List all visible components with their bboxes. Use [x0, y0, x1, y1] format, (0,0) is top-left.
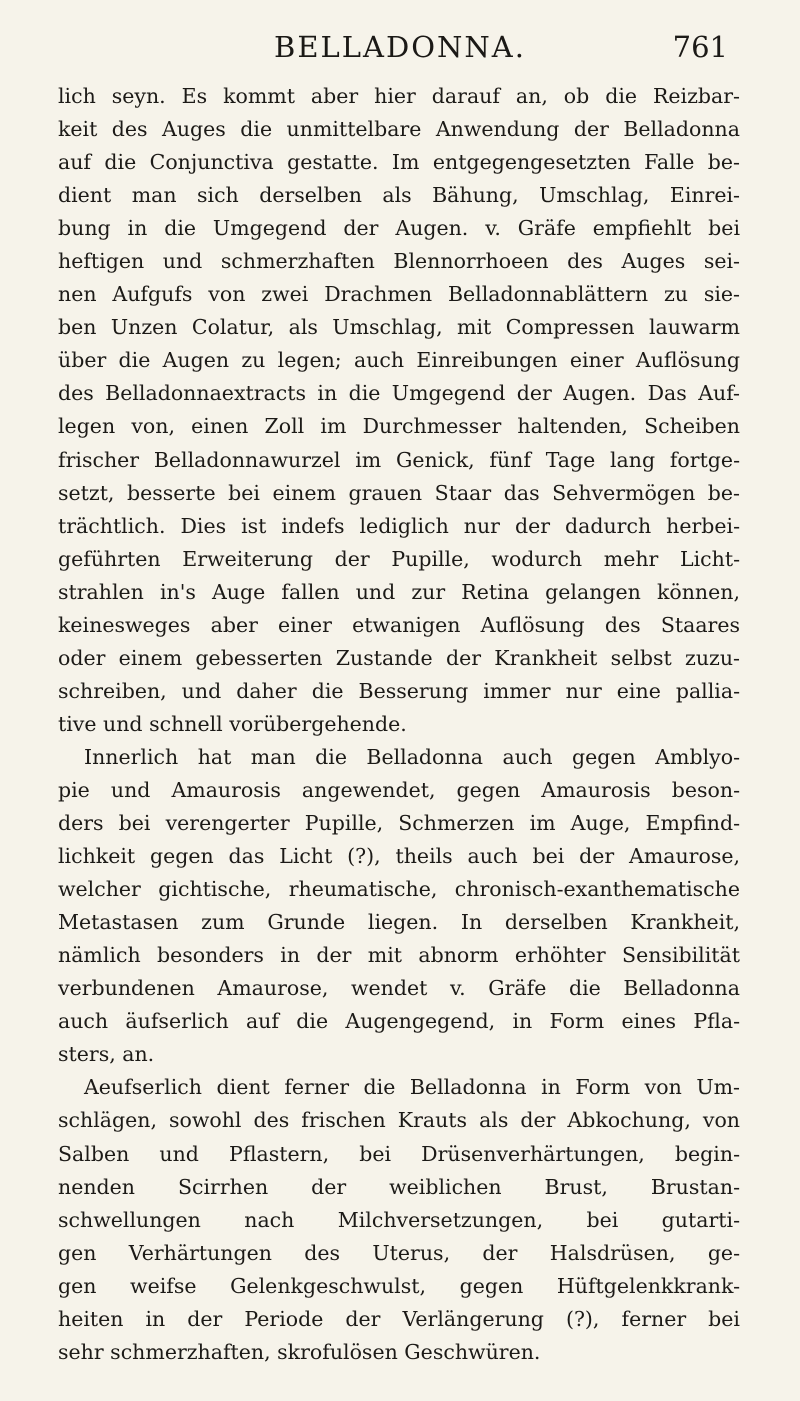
- text-line: strahlen in's Auge fallen und zur Retina gelangen können,: [58, 579, 740, 604]
- text-line: heiten in der Periode der Verlängerung (?), ferner bei: [58, 1306, 740, 1331]
- text-line: trächtlich. Dies ist indefs lediglich nur der dadurch herbei-: [58, 513, 740, 538]
- text-line: tive und schnell vorübergehende.: [58, 711, 407, 736]
- text-line: keit des Auges die unmittelbare Anwendung der Belladonna: [58, 117, 740, 142]
- text-line: setzt, besserte bei einem grauen Staar das Sehvermögen be-: [58, 480, 740, 505]
- text-line: auf die Conjunctiva gestatte. Im entgegengesetzten Falle be-: [58, 150, 740, 175]
- text-line: sehr schmerzhaften, skrofulösen Geschwüren.: [58, 1339, 541, 1364]
- text-line: Aeufserlich dient ferner die Belladonna in Form von Um-: [84, 1075, 740, 1100]
- text-line: des Belladonnaextracts in die Umgegend der Augen. Das Auf-: [58, 381, 740, 406]
- text-line: gen Verhärtungen des Uterus, der Halsdrüsen, ge-: [58, 1240, 740, 1265]
- running-head: BELLADONNA.: [274, 30, 526, 64]
- text-line: sters, an.: [58, 1042, 155, 1067]
- text-line: welcher gichtische, rheumatische, chronisch-exanthematische: [58, 877, 740, 902]
- text-line: bung in die Umgegend der Augen. v. Gräfe empfiehlt bei: [58, 216, 740, 241]
- text-line: schwellungen nach Milchversetzungen, bei gutarti-: [58, 1207, 740, 1232]
- text-line: ben Unzen Colatur, als Umschlag, mit Compressen lauwarm: [58, 315, 740, 340]
- text-line: oder einem gebesserten Zustande der Krankheit selbst zuzu-: [58, 645, 740, 670]
- body-text: [58, 80, 740, 1369]
- text-line: heftigen und schmerzhaften Blennorrhoeen des Auges sei-: [58, 249, 740, 274]
- text-line: über die Augen zu legen; auch Einreibungen einer Auflösung: [58, 348, 740, 373]
- text-line: schreiben, und daher die Besserung immer nur eine pallia-: [58, 678, 740, 703]
- text-line: Metastasen zum Grunde liegen. In derselben Krankheit,: [58, 910, 740, 935]
- text-line: nenden Scirrhen der weiblichen Brust, Brustan-: [58, 1174, 740, 1199]
- text-line: lichkeit gegen das Licht (?), theils auch bei der Amaurose,: [58, 844, 740, 869]
- text-line: Salben und Pflastern, bei Drüsenverhärtungen, begin-: [58, 1141, 740, 1166]
- text-line: lich seyn. Es kommt aber hier darauf an, ob die Reizbar-: [58, 84, 740, 108]
- text-line: keinesweges aber einer etwanigen Auflösung des Staares: [58, 612, 740, 637]
- text-line: Innerlich hat man die Belladonna auch gegen Amblyo-: [84, 744, 740, 769]
- text-line: nen Aufgufs von zwei Drachmen Belladonnablättern zu sie-: [58, 282, 740, 307]
- text-line: gen weifse Gelenkgeschwulst, gegen Hüftgelenkkrank-: [58, 1273, 740, 1298]
- text-line: legen von, einen Zoll im Durchmesser haltenden, Scheiben: [58, 414, 740, 439]
- page-number: 761: [672, 30, 728, 64]
- text-line: schlägen, sowohl des frischen Krauts als der Abkochung, von: [58, 1108, 740, 1133]
- text-line: geführten Erweiterung der Pupille, wodurch mehr Licht-: [58, 546, 740, 571]
- text-line: dient man sich derselben als Bähung, Umschlag, Einrei-: [58, 183, 740, 208]
- text-line: frischer Belladonnawurzel im Genick, fünf Tage lang fortge-: [58, 447, 740, 472]
- text-line: auch äufserlich auf die Augengegend, in Form eines Pfla-: [58, 1009, 740, 1034]
- page-header: [0, 22, 800, 62]
- text-line: verbundenen Amaurose, wendet v. Gräfe die Belladonna: [58, 976, 740, 1001]
- text-line: ders bei verengerter Pupille, Schmerzen im Auge, Empfind-: [58, 811, 740, 836]
- text-line: nämlich besonders in der mit abnorm erhöhter Sensibilität: [58, 943, 740, 968]
- text-line: pie und Amaurosis angewendet, gegen Amaurosis beson-: [58, 777, 740, 802]
